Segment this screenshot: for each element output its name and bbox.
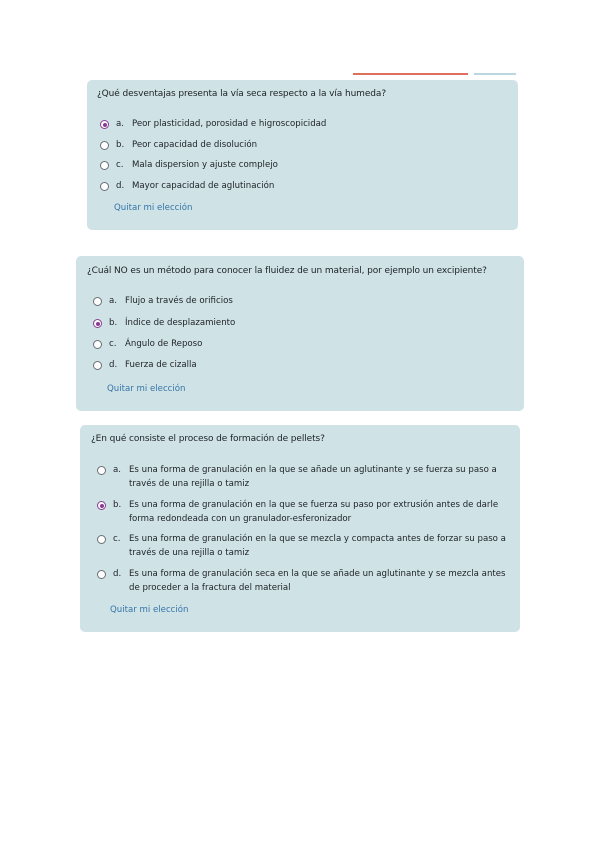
option-b[interactable] xyxy=(93,316,235,330)
question-text: ¿En qué consiste el proceso de formación de pellets? xyxy=(91,434,325,444)
radio-button[interactable] xyxy=(93,361,102,370)
option-a[interactable] xyxy=(97,463,511,491)
question-card-3 xyxy=(80,425,520,632)
clear-choice-link[interactable]: Quitar mi elección xyxy=(107,384,186,394)
question-card-1 xyxy=(87,80,518,230)
clear-choice-link[interactable]: Quitar mi elección xyxy=(114,203,193,213)
radio-button[interactable] xyxy=(100,161,109,170)
option-text: Mala dispersion y ajuste complejo xyxy=(132,160,278,170)
option-d[interactable] xyxy=(97,567,511,595)
option-text: Peor plasticidad, porosidad e higroscopicidad xyxy=(132,119,327,129)
radio-button-selected[interactable] xyxy=(97,501,106,510)
option-text: Es una forma de granulación seca en la que se añade un aglutinante y se mezcla antes de proceder a la fractura del material xyxy=(129,569,506,593)
option-letter: d. xyxy=(116,181,125,191)
radio-button[interactable] xyxy=(97,466,106,475)
question-text: ¿Qué desventajas presenta la vía seca respecto a la vía humeda? xyxy=(97,89,386,99)
option-text: Índice de desplazamiento xyxy=(125,318,236,328)
option-b[interactable] xyxy=(97,498,511,526)
option-text: Flujo a través de orificios xyxy=(125,296,233,306)
option-letter: b. xyxy=(116,140,125,150)
option-c[interactable] xyxy=(97,532,511,560)
question-card-2 xyxy=(76,256,524,411)
radio-button[interactable] xyxy=(97,535,106,544)
option-text: Es una forma de granulación en la que se añade un aglutinante y se fuerza su paso a través de una rejilla o tamiz xyxy=(129,465,497,489)
option-text: Fuerza de cizalla xyxy=(125,360,197,370)
option-b[interactable] xyxy=(100,138,257,152)
option-c[interactable] xyxy=(100,158,278,172)
radio-button[interactable] xyxy=(93,340,102,349)
option-text: Es una forma de granulación en la que se mezcla y compacta antes de forzar su paso a través de una rejilla o tamiz xyxy=(129,534,506,558)
top-progress-bar-blue xyxy=(474,73,516,75)
radio-button[interactable] xyxy=(97,570,106,579)
radio-button-selected[interactable] xyxy=(93,319,102,328)
option-letter: a. xyxy=(113,465,121,475)
option-c[interactable] xyxy=(93,337,202,351)
radio-button[interactable] xyxy=(100,182,109,191)
option-letter: c. xyxy=(113,534,121,544)
option-text: Es una forma de granulación en la que se fuerza su paso por extrusión antes de darle forma redondeada con un granulador-esferonizador xyxy=(129,500,499,524)
clear-choice-link[interactable]: Quitar mi elección xyxy=(110,605,189,615)
option-letter: c. xyxy=(109,339,117,349)
option-d[interactable] xyxy=(93,358,197,372)
option-letter: b. xyxy=(113,500,122,510)
option-letter: a. xyxy=(109,296,117,306)
option-text: Ángulo de Reposo xyxy=(125,339,203,349)
option-text: Peor capacidad de disolución xyxy=(132,140,258,150)
option-letter: c. xyxy=(116,160,124,170)
option-d[interactable] xyxy=(100,179,274,193)
radio-button[interactable] xyxy=(100,141,109,150)
option-letter: d. xyxy=(113,569,122,579)
option-a[interactable] xyxy=(93,294,233,308)
option-text: Mayor capacidad de aglutinación xyxy=(132,181,275,191)
option-letter: a. xyxy=(116,119,124,129)
question-text: ¿Cuál NO es un método para conocer la fluidez de un material, por ejemplo un excipiente? xyxy=(87,266,487,276)
option-letter: b. xyxy=(109,318,118,328)
option-letter: d. xyxy=(109,360,118,370)
option-a[interactable] xyxy=(100,117,326,131)
top-progress-bar-red xyxy=(353,73,468,75)
radio-button-selected[interactable] xyxy=(100,120,109,129)
radio-button[interactable] xyxy=(93,297,102,306)
